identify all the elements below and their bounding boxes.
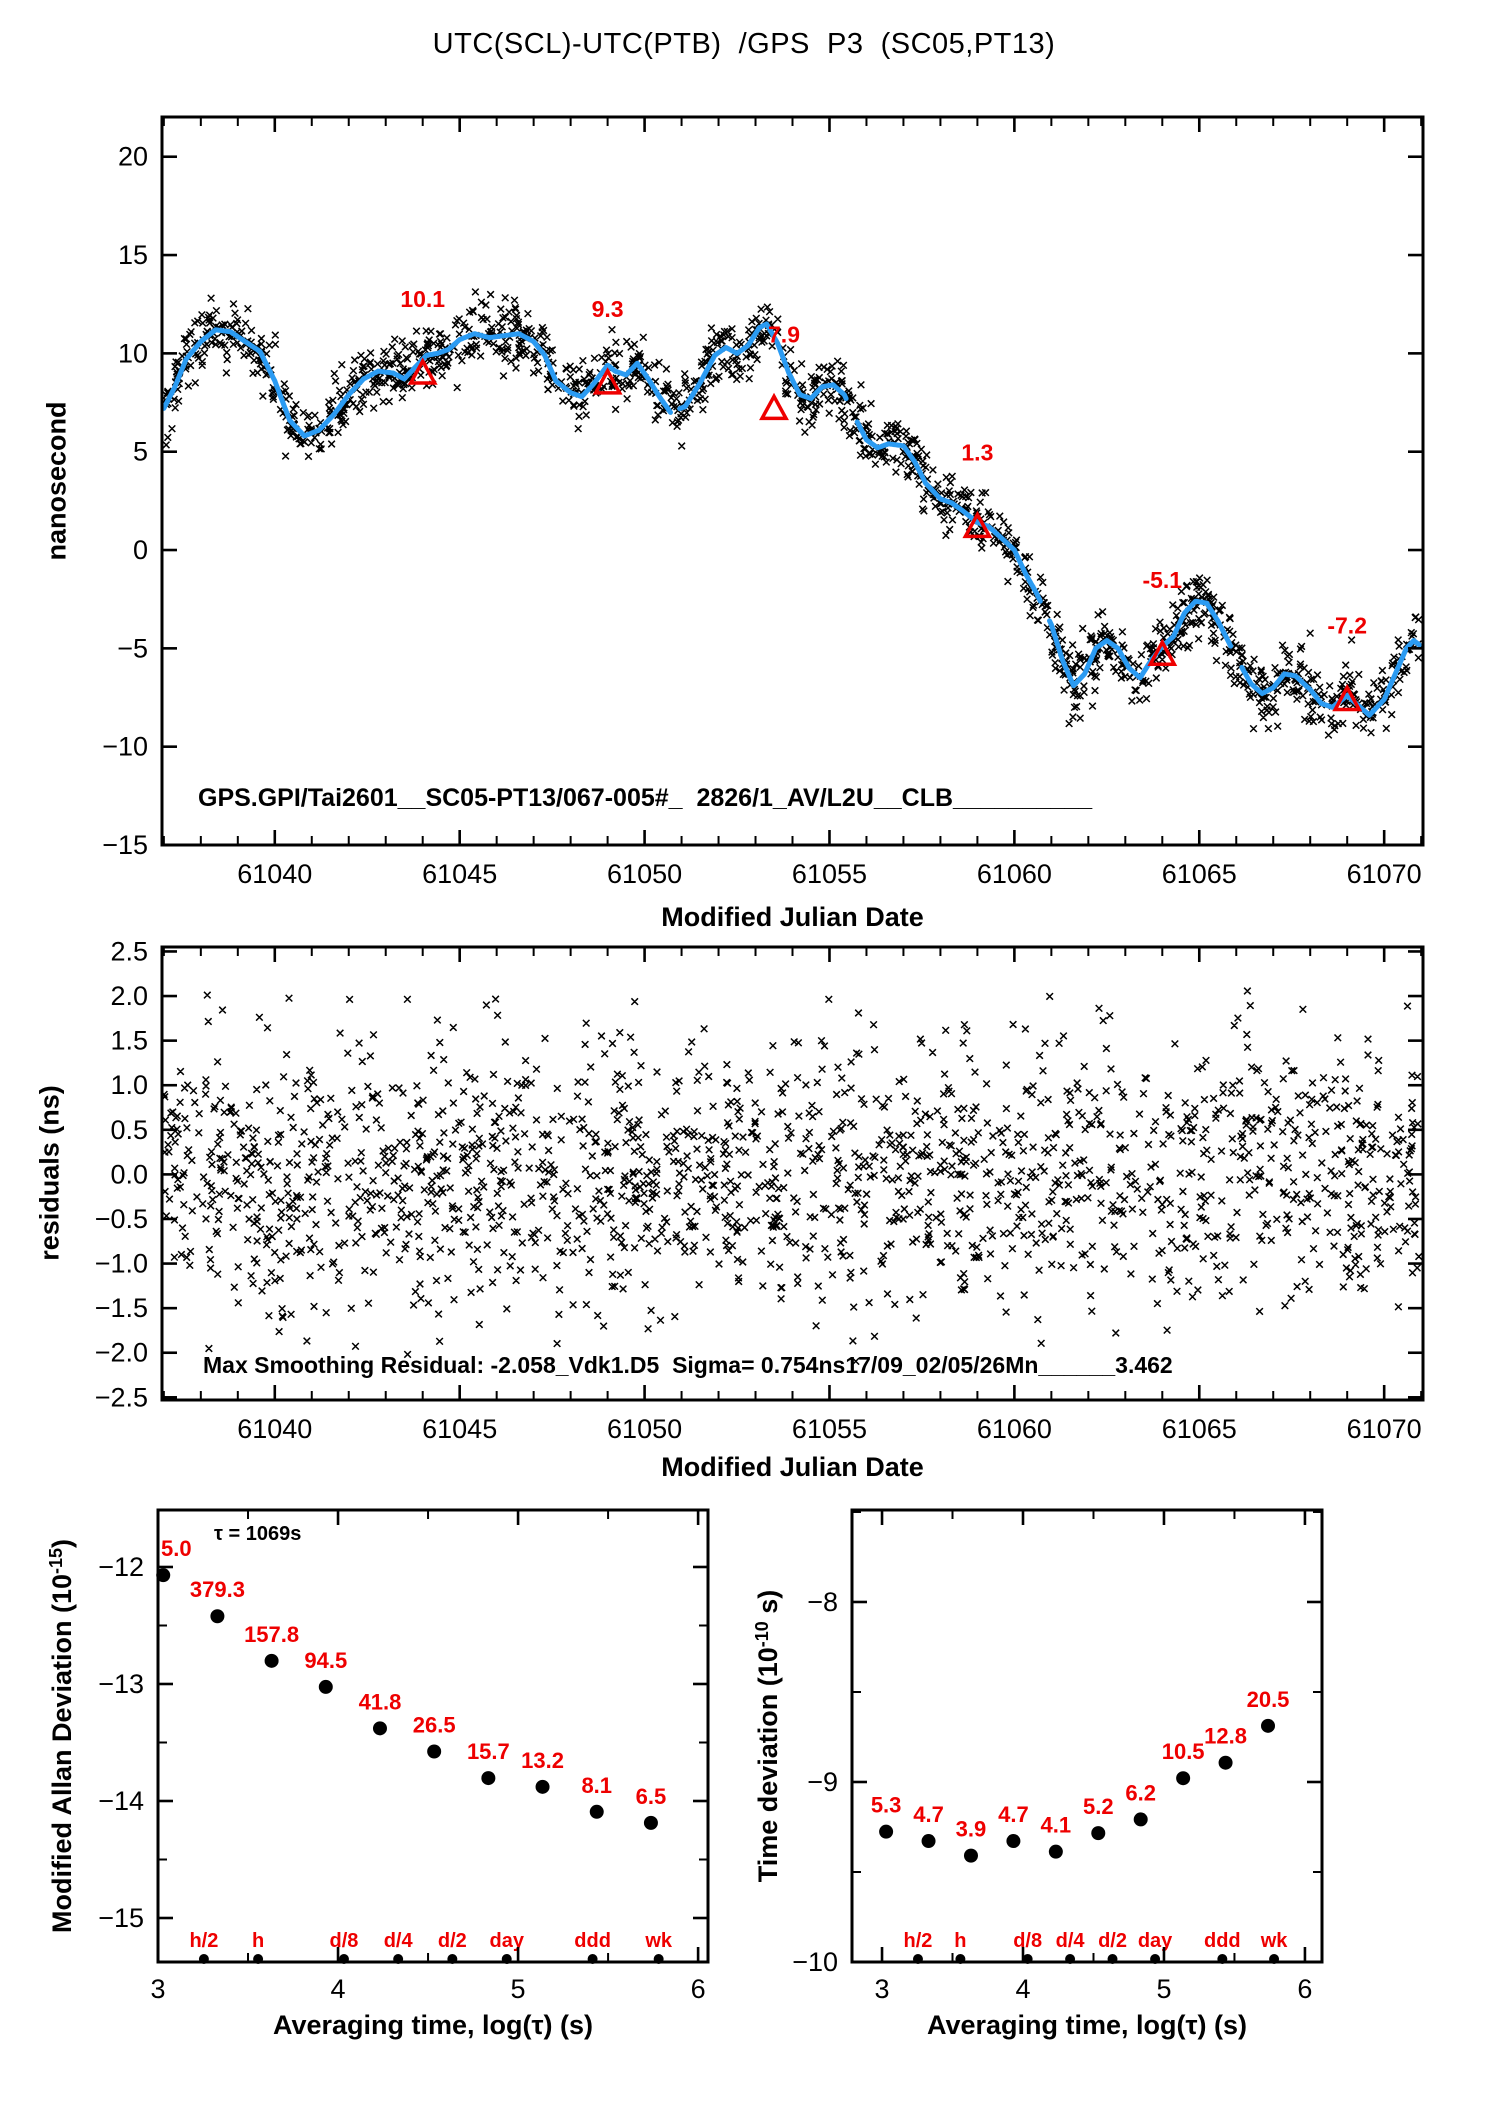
deviation-point	[964, 1849, 978, 1863]
mdev-x-axis-title: Averaging time, log(τ) (s)	[272, 2010, 594, 2040]
y-tick-label: 0	[132, 535, 148, 566]
deviation-value-label: 5.2	[1082, 1794, 1114, 1820]
deviation-value-label: 12.8	[1204, 1723, 1247, 1749]
y-tick-label: 5	[132, 436, 148, 467]
triangle-value-label: 10.1	[400, 286, 446, 313]
x-tick-label: 4	[1015, 1974, 1031, 2004]
figure-title: UTC(SCL)-UTC(PTB) /GPS P3 (SC05,PT13)	[432, 28, 1056, 60]
x-tick-label: 61065	[1161, 859, 1237, 889]
x-tick-label: 5	[1156, 1974, 1172, 2004]
x-tick-label: 61060	[976, 859, 1052, 889]
residuals-y-axis-title: residuals (ns)	[34, 1085, 65, 1261]
deviation-value-label: 13.2	[521, 1747, 564, 1773]
x-tick-label: 61040	[237, 859, 313, 889]
deviation-point	[1176, 1771, 1190, 1785]
y-tick-label: −2.0	[94, 1337, 148, 1368]
x-tick-label: 61070	[1346, 859, 1422, 889]
interval-axis-label: d/8	[1013, 1930, 1043, 1952]
y-tick-label: −1.5	[94, 1293, 148, 1324]
mdev-y-title-sup: -15	[46, 1547, 66, 1574]
deviation-value-label: 379.3	[189, 1577, 245, 1603]
deviation-value-label: 10.5	[1161, 1739, 1205, 1765]
interval-axis-label: day	[489, 1930, 524, 1952]
deviation-point	[481, 1771, 495, 1785]
x-tick-label: 61050	[607, 1414, 683, 1444]
y-tick-label: 20	[117, 141, 148, 172]
y-tick-label: −8	[807, 1586, 838, 1617]
deviation-point	[373, 1721, 387, 1735]
y-tick-label: −12	[98, 1551, 144, 1582]
deviation-point	[590, 1805, 604, 1819]
deviation-point	[922, 1834, 936, 1848]
interval-axis-label: ddd	[574, 1930, 611, 1952]
y-tick-label: −15	[102, 830, 148, 860]
interval-axis-label: h	[954, 1930, 967, 1952]
deviation-value-label: 4.7	[913, 1802, 944, 1828]
triangle-value-label: -5.1	[1142, 567, 1183, 594]
interval-axis-label: d/2	[1098, 1930, 1127, 1952]
deviation-value-label: 4.1	[1040, 1812, 1072, 1838]
phase-chart	[102, 117, 1423, 889]
y-tick-label: −1.0	[94, 1248, 148, 1279]
y-tick-label: −10	[102, 731, 148, 762]
x-tick-label: 6	[1297, 1974, 1313, 2004]
tdev-frame	[852, 1510, 1322, 1962]
phase-tick-labels	[102, 142, 1422, 889]
deviation-point	[1134, 1812, 1148, 1826]
x-tick-label: 61045	[422, 859, 498, 889]
interval-axis-label: d/4	[383, 1930, 413, 1952]
residuals-annotation: Max Smoothing Residual: -2.058_Vdk1.D5 Sigma= 0.754ns17/09_02/05/26Mn______3.462	[203, 1352, 1173, 1378]
deviation-value-label: 26.5	[412, 1712, 456, 1738]
y-tick-label: −13	[98, 1668, 144, 1699]
mdev-y-title-close: )	[47, 1538, 77, 1548]
deviation-point	[1261, 1719, 1275, 1733]
deviation-value-label: 3.9	[955, 1816, 987, 1842]
phase-scatter-points	[162, 289, 1422, 739]
mdev-y-title-base: Modified Allan Deviation (10	[47, 1573, 77, 1934]
y-tick-label: 0.0	[110, 1159, 148, 1190]
interval-axis-label: day	[1137, 1930, 1173, 1952]
deviation-point	[1219, 1756, 1233, 1770]
deviation-point	[644, 1816, 658, 1830]
deviation-value-label: 8.1	[581, 1772, 613, 1798]
interval-axis-label: h	[251, 1930, 265, 1952]
interval-axis-label: h/2	[189, 1930, 219, 1952]
mdev-y-axis-title	[46, 1539, 78, 1933]
phase-frame	[162, 117, 1423, 845]
deviation-point	[319, 1680, 333, 1694]
deviation-value-label: 94.5	[304, 1647, 348, 1673]
triangle-value-label: 9.3	[591, 295, 624, 322]
deviation-point	[1049, 1845, 1063, 1859]
interval-axis-label: wk	[645, 1930, 673, 1952]
deviation-value-label: 4.7	[998, 1802, 1029, 1828]
tdev-x-axis-title: Averaging time, log(τ) (s)	[926, 2010, 1248, 2040]
deviation-value-label: 6.2	[1125, 1780, 1157, 1806]
tau-annotation: τ = 1069s	[214, 1523, 302, 1545]
x-tick-label: 61050	[607, 859, 683, 889]
tdev-y-axis-title	[752, 1590, 784, 1883]
y-tick-label: −14	[98, 1785, 144, 1816]
y-tick-label: 1.5	[110, 1025, 148, 1056]
interval-axis-label: h/2	[903, 1930, 933, 1952]
y-tick-label: −15	[98, 1903, 144, 1934]
x-tick-label: 61045	[422, 1414, 498, 1444]
tdev-y-title-close: s)	[753, 1589, 783, 1622]
mdev-chart	[98, 1510, 708, 2004]
x-tick-label: 61055	[791, 859, 868, 889]
tdev-ticks	[852, 1510, 1322, 1962]
x-tick-label: 61065	[1161, 1414, 1237, 1444]
phase-annotation: GPS.GPI/Tai2601__SC05-PT13/067-005#_ 2826/1_AV/L2U__CLB__________	[198, 784, 1093, 812]
residuals-ticks	[162, 947, 1423, 1400]
x-tick-label: 61070	[1346, 1414, 1422, 1444]
residuals-scatter-points	[161, 988, 1422, 1365]
y-tick-label: 2.0	[110, 981, 148, 1012]
deviation-value-label: 15.7	[466, 1739, 510, 1765]
phase-x-axis-title: Modified Julian Date	[661, 902, 924, 932]
tdev-y-title-base: Time deviation (10	[753, 1647, 783, 1883]
tdev-y-title-sup: -10	[752, 1621, 772, 1648]
y-tick-label: −5	[117, 633, 148, 664]
y-tick-label: −0.5	[94, 1203, 148, 1234]
phase-ticks	[162, 117, 1423, 845]
y-tick-label: 2.5	[110, 936, 148, 967]
x-tick-label: 61055	[791, 1414, 868, 1444]
tdev-chart	[792, 1510, 1322, 2004]
interval-axis-label: d/2	[437, 1930, 467, 1952]
y-tick-label: 15	[117, 240, 148, 271]
deviation-point	[879, 1825, 893, 1839]
deviation-value-label: 20.5	[1246, 1686, 1290, 1712]
triangle-value-label: -7.2	[1327, 612, 1368, 639]
x-tick-label: 6	[690, 1974, 706, 2004]
interval-axis-label: d/8	[329, 1930, 359, 1952]
triangle-value-label: 1.3	[961, 439, 994, 466]
deviation-value-label: 157.8	[244, 1621, 300, 1647]
deviation-value-label: 5.3	[870, 1792, 902, 1818]
deviation-value-label: 6.5	[635, 1783, 667, 1809]
phase-y-axis-title: nanosecond	[41, 401, 72, 561]
x-tick-label: 5	[510, 1974, 526, 2004]
x-tick-label: 4	[330, 1974, 346, 2004]
y-tick-label: −2.5	[94, 1382, 148, 1413]
interval-axis-label: d/4	[1055, 1930, 1085, 1952]
deviation-value-label: 41.8	[358, 1689, 402, 1715]
x-tick-label: 3	[874, 1974, 890, 2004]
deviation-point	[536, 1780, 550, 1794]
residuals-plot-area	[161, 988, 1422, 1365]
calibration-triangle-marker	[762, 396, 786, 418]
deviation-point	[265, 1654, 279, 1668]
y-tick-label: −9	[807, 1766, 838, 1797]
x-tick-label: 61040	[237, 1414, 313, 1444]
phase-plot-area	[162, 289, 1422, 739]
x-tick-label: 61060	[976, 1414, 1052, 1444]
triangle-value-label: 7.9	[768, 321, 801, 348]
y-tick-label: 1.0	[110, 1070, 148, 1101]
residuals-frame	[162, 947, 1423, 1400]
deviation-value-label: 5.0	[161, 1536, 192, 1562]
y-tick-label: 10	[117, 338, 148, 369]
deviation-point	[1091, 1826, 1105, 1840]
interval-axis-label: ddd	[1204, 1930, 1241, 1952]
x-tick-label: 3	[150, 1974, 166, 2004]
interval-axis-label: wk	[1260, 1930, 1288, 1952]
deviation-point	[210, 1609, 224, 1623]
deviation-point	[427, 1745, 441, 1759]
deviation-point	[1006, 1834, 1020, 1848]
y-tick-label: 0.5	[110, 1114, 148, 1145]
y-tick-label: −10	[792, 1947, 838, 1977]
residuals-x-axis-title: Modified Julian Date	[661, 1452, 924, 1482]
